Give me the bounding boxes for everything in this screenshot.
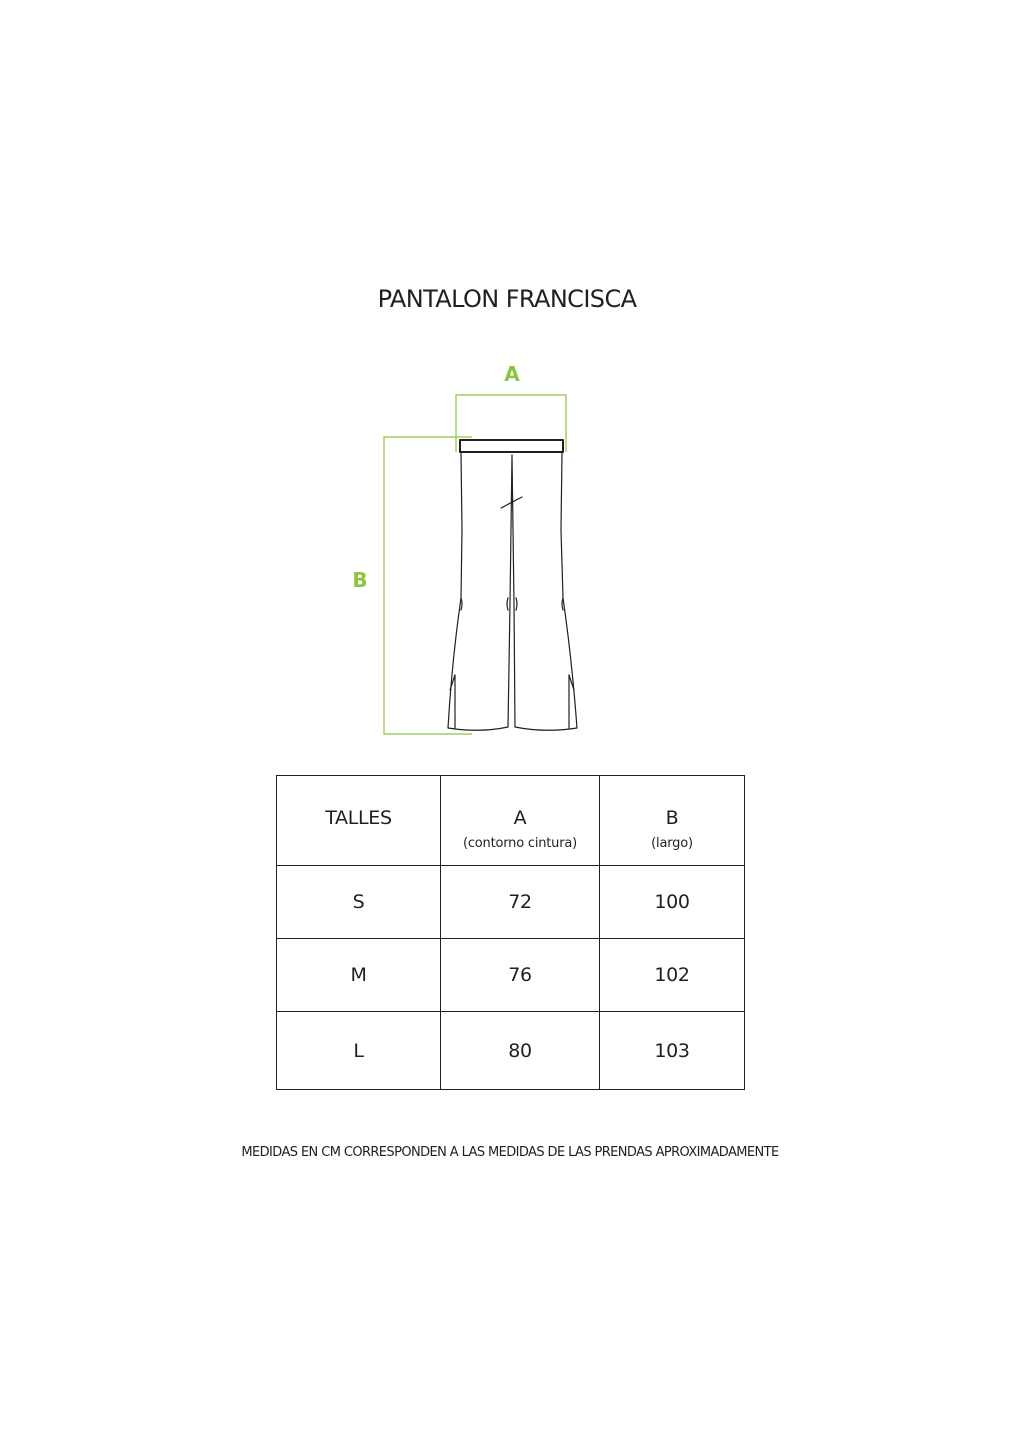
waist-cell: 80 <box>441 1012 600 1090</box>
header-cell-sizes <box>277 776 441 866</box>
measure-b-bracket <box>384 437 472 734</box>
header-cell-a <box>441 776 600 866</box>
waistband <box>460 440 563 452</box>
table-row <box>277 866 745 939</box>
table-row <box>277 1012 745 1090</box>
size-cell: M <box>277 939 441 1012</box>
size-cell: L <box>277 1012 441 1090</box>
length-cell: 103 <box>600 1012 745 1090</box>
length-cell: 100 <box>600 866 745 939</box>
page-title: PANTALON FRANCISCA <box>377 285 637 313</box>
table-header-row <box>277 776 745 866</box>
header-sublabel: (largo) <box>651 836 693 851</box>
header-label: TALLES <box>325 807 392 829</box>
header-sublabel: (contorno cintura) <box>462 836 578 851</box>
header-label: B <box>665 807 679 829</box>
measure-a-bracket <box>456 395 566 452</box>
header-cell-b <box>600 776 745 866</box>
waist-cell: 72 <box>441 866 600 939</box>
measurement-note: MEDIDAS EN CM CORRESPONDEN A LAS MEDIDAS DE LAS PRENDAS APROXIMADAMENTE <box>241 1145 779 1160</box>
measure-a-label: A <box>504 362 520 386</box>
pants-drawing <box>448 440 577 730</box>
size-cell: S <box>277 866 441 939</box>
waist-cell: 76 <box>441 939 600 1012</box>
length-cell: 102 <box>600 939 745 1012</box>
size-table <box>276 775 745 1090</box>
pants-outline <box>448 452 577 730</box>
table-row <box>277 939 745 1012</box>
measure-b-label: B <box>352 568 368 592</box>
header-label: A <box>513 807 527 829</box>
